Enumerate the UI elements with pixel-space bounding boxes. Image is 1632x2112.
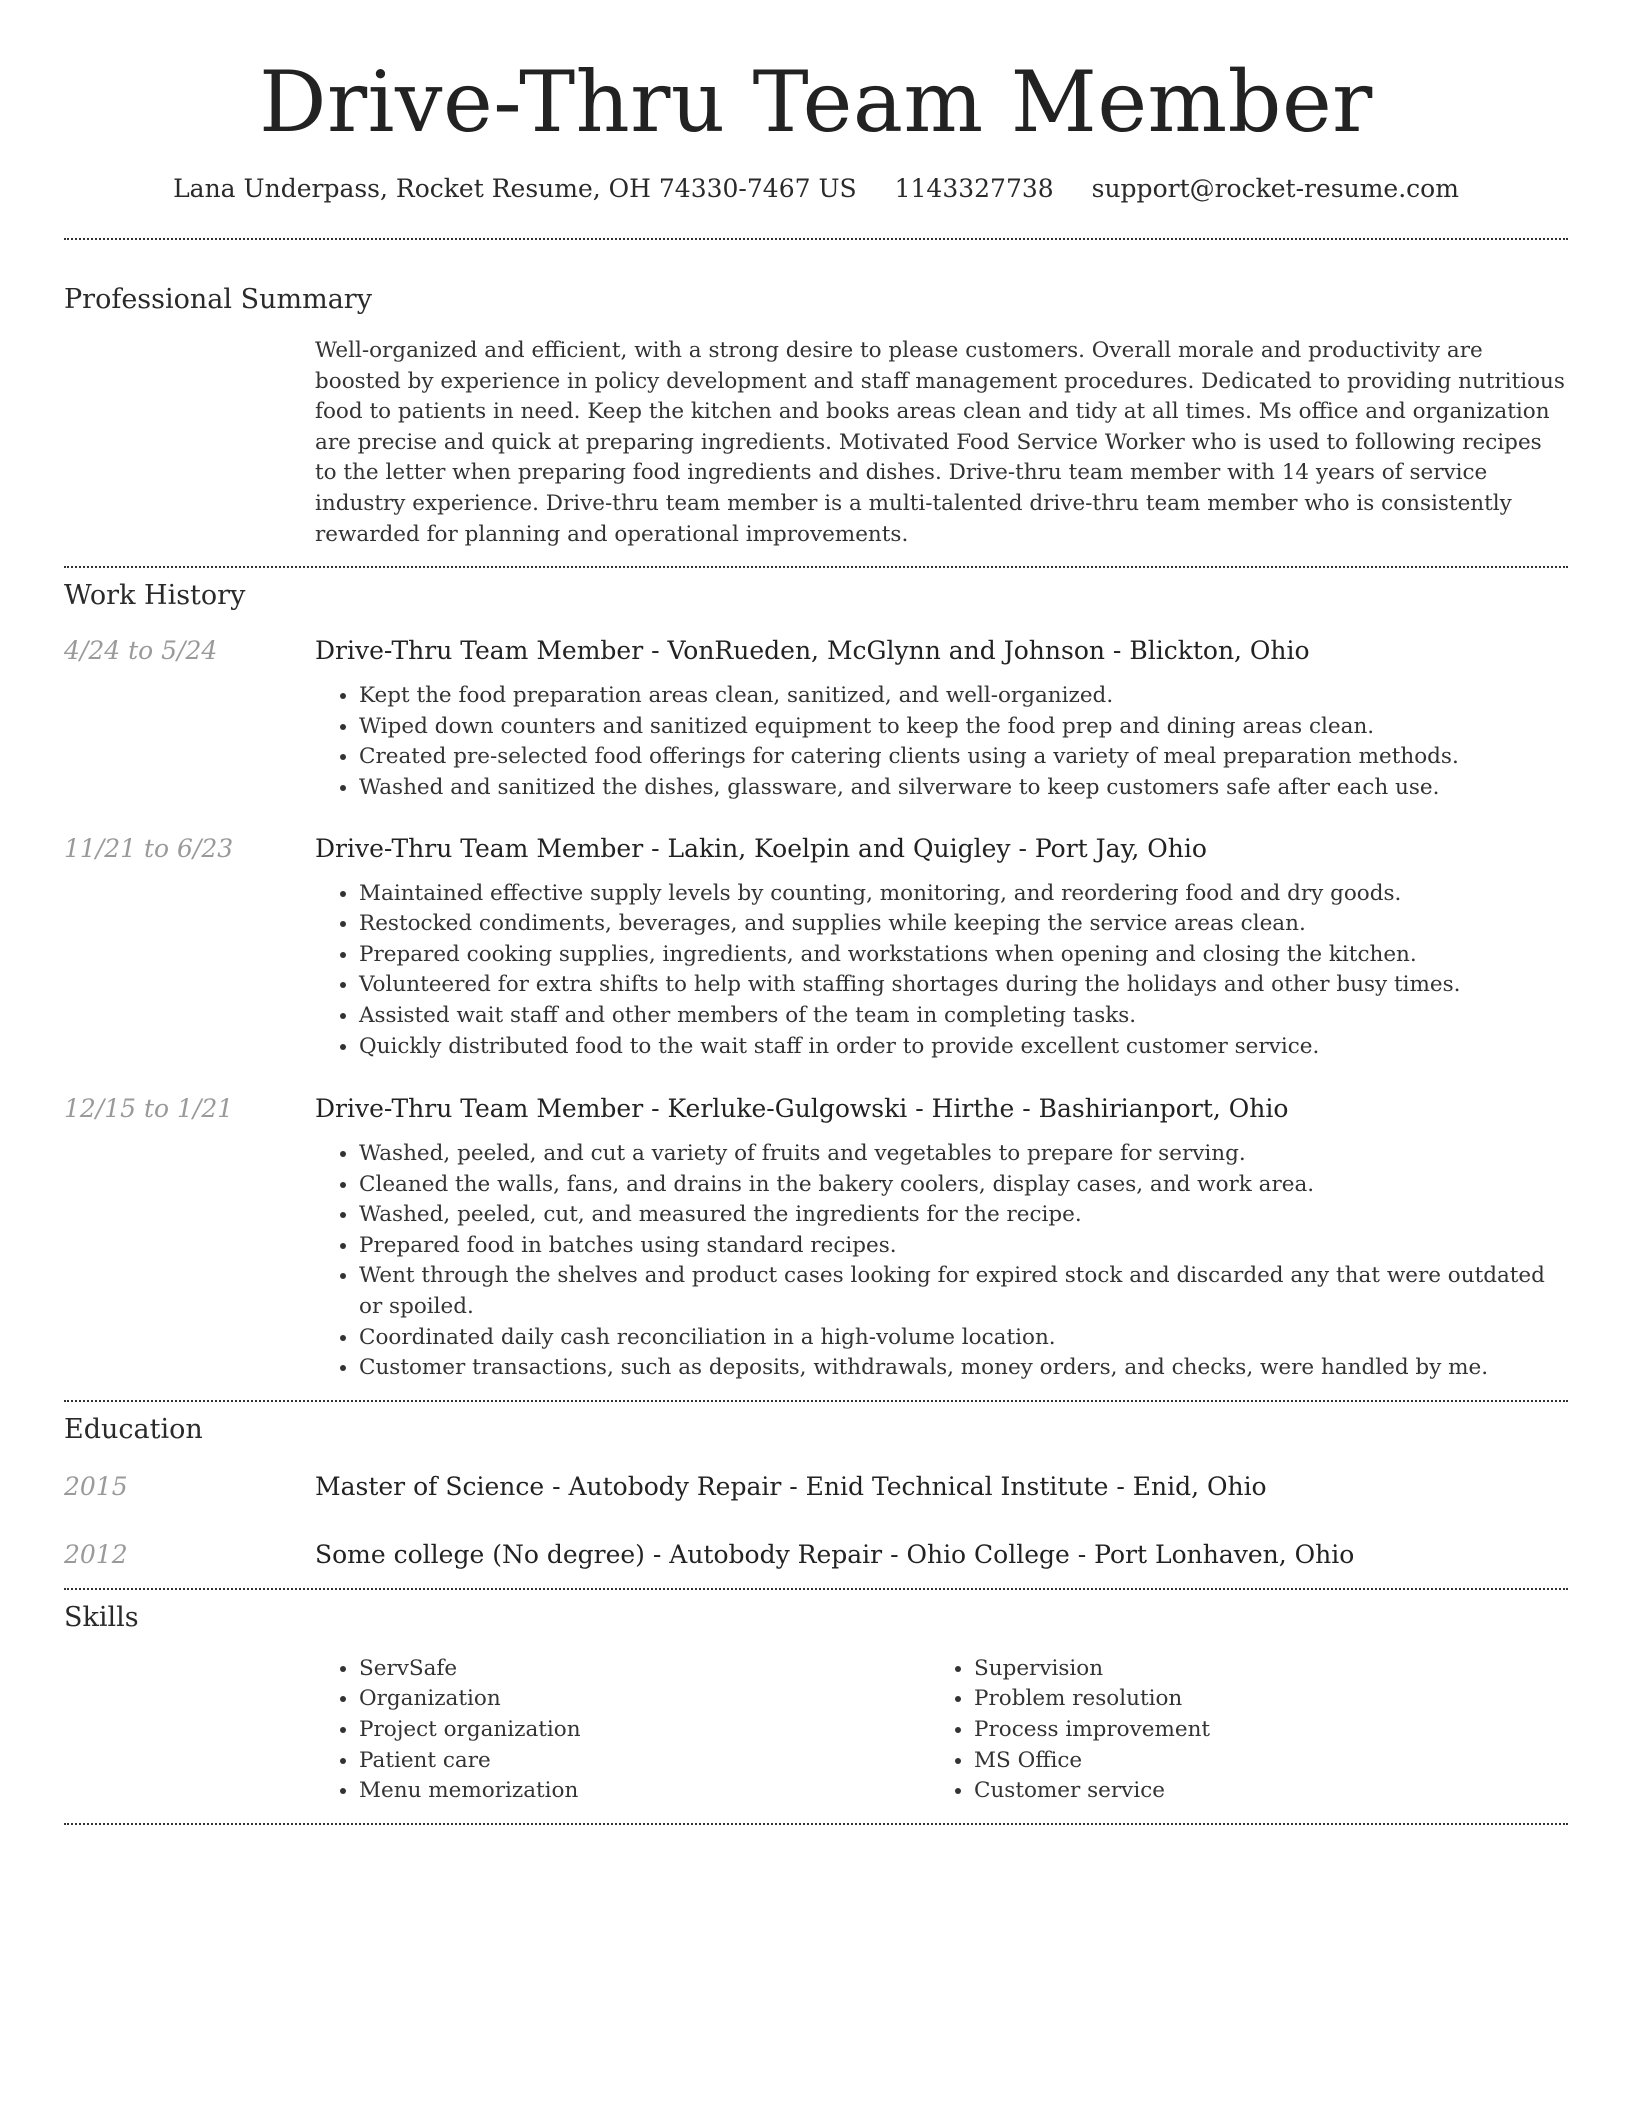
job-duties bbox=[315, 879, 1568, 1063]
job-dates: 12/15 to 1/21 bbox=[64, 1094, 234, 1124]
job-duty: • Customer transactions, such as deposits, withdrawals, money orders, and checks, were handled by me. bbox=[359, 1353, 1568, 1384]
job-duty: • Volunteered for extra shifts to help with staffing shortages during the holidays and other busy times. bbox=[359, 970, 1568, 1001]
resume-page bbox=[64, 0, 1568, 1825]
job-entry bbox=[64, 1092, 1568, 1384]
job-duty: • Prepared food in batches using standard recipes. bbox=[359, 1231, 1568, 1262]
contact-line bbox=[64, 172, 1568, 206]
education-entry bbox=[64, 1470, 1568, 1504]
divider bbox=[64, 1588, 1568, 1590]
job-duty: • Cleaned the walls, fans, and drains in the bakery coolers, display cases, and work area. bbox=[359, 1170, 1568, 1201]
resume-title: Drive-Thru Team Member bbox=[259, 53, 1373, 151]
job-duty: • Assisted wait staff and other members of the team in completing tasks. bbox=[359, 1001, 1568, 1032]
education-entry bbox=[64, 1538, 1568, 1572]
job-duty: • Created pre-selected food offerings for catering clients using a variety of meal preparation methods. bbox=[359, 742, 1568, 773]
job-duty: • Prepared cooking supplies, ingredients, and workstations when opening and closing the kitchen. bbox=[359, 940, 1568, 971]
summary-text: Well-organized and efficient, with a strong desire to please customers. Overall morale and productivity are boosted by experience in policy development and staff management procedures. Dedicated to providing nutritious food to patients in need. Keep the kitchen and books areas clean and tidy at all times. Ms office and organization are precise and quick at preparing ingredients. Motivated Food Service Worker who is used to following recipes to the letter when preparing food ingredients and dishes. Drive-thru team member with 14 years of service industry experience. Drive-thru team member is a multi-talented drive-thru team member who is consistently rewarded for planning and operational improvements. bbox=[315, 338, 1565, 547]
skill-item: • Project organization bbox=[359, 1715, 930, 1746]
job-duty: • Washed and sanitized the dishes, glassware, and silverware to keep customers safe after each use. bbox=[359, 773, 1568, 804]
divider bbox=[64, 1823, 1568, 1825]
job-dates: 4/24 to 5/24 bbox=[64, 636, 218, 666]
job-heading: Drive-Thru Team Member - Kerluke-Gulgowski - Hirthe - Bashirianport, Ohio bbox=[315, 1094, 1289, 1124]
skill-item: • Supervision bbox=[974, 1654, 1545, 1685]
contact-address: Lana Underpass, Rocket Resume, OH 74330-7467 US bbox=[173, 174, 857, 203]
job-duty: • Washed, peeled, and cut a variety of fruits and vegetables to prepare for serving. bbox=[359, 1139, 1568, 1170]
summary-heading: Professional Summary bbox=[64, 284, 372, 315]
education-heading: Education bbox=[64, 1413, 203, 1445]
skill-item: • Customer service bbox=[974, 1776, 1545, 1807]
skill-item: • Patient care bbox=[359, 1746, 930, 1777]
contact-phone: 1143327738 bbox=[894, 174, 1054, 203]
skills-heading: Skills bbox=[64, 1601, 139, 1633]
skills-column-left bbox=[315, 1654, 930, 1807]
divider bbox=[64, 566, 1568, 568]
job-duty: • Coordinated daily cash reconciliation in a high-volume location. bbox=[359, 1323, 1568, 1354]
work-history-heading: Work History bbox=[64, 580, 246, 612]
job-duty: • Wiped down counters and sanitized equipment to keep the food prep and dining areas clean. bbox=[359, 712, 1568, 743]
job-entry bbox=[64, 832, 1568, 1063]
skill-item: • Organization bbox=[359, 1684, 930, 1715]
skill-item: • MS Office bbox=[974, 1746, 1545, 1777]
skills-column-right bbox=[930, 1654, 1545, 1807]
job-duties bbox=[315, 1139, 1568, 1384]
divider bbox=[64, 1400, 1568, 1402]
job-duty: • Maintained effective supply levels by counting, monitoring, and reordering food and dry goods. bbox=[359, 879, 1568, 910]
job-entry bbox=[64, 634, 1568, 803]
job-duty: • Kept the food preparation areas clean, sanitized, and well-organized. bbox=[359, 681, 1568, 712]
divider bbox=[64, 238, 1568, 240]
education-year: 2012 bbox=[64, 1539, 128, 1569]
job-duties bbox=[315, 681, 1568, 803]
job-dates: 11/21 to 6/23 bbox=[64, 833, 234, 863]
skills-list bbox=[315, 1654, 1568, 1807]
job-heading: Drive-Thru Team Member - VonRueden, McGlynn and Johnson - Blickton, Ohio bbox=[315, 636, 1310, 666]
job-duty: • Quickly distributed food to the wait staff in order to provide excellent customer service. bbox=[359, 1032, 1568, 1063]
job-duty: • Restocked condiments, beverages, and supplies while keeping the service areas clean. bbox=[359, 909, 1568, 940]
job-duty: • Washed, peeled, cut, and measured the ingredients for the recipe. bbox=[359, 1200, 1568, 1231]
contact-email: support@rocket-resume.com bbox=[1091, 174, 1459, 203]
education-detail: Master of Science - Autobody Repair - Enid Technical Institute - Enid, Ohio bbox=[315, 1471, 1267, 1501]
job-heading: Drive-Thru Team Member - Lakin, Koelpin and Quigley - Port Jay, Ohio bbox=[315, 833, 1207, 863]
education-year: 2015 bbox=[64, 1471, 128, 1501]
education-detail: Some college (No degree) - Autobody Repair - Ohio College - Port Lonhaven, Ohio bbox=[315, 1539, 1355, 1569]
skill-item: • Process improvement bbox=[974, 1715, 1545, 1746]
skill-item: • ServSafe bbox=[359, 1654, 930, 1685]
skill-item: • Problem resolution bbox=[974, 1684, 1545, 1715]
job-duty: • Went through the shelves and product cases looking for expired stock and discarded any that were outdated or spoiled. bbox=[359, 1261, 1568, 1322]
skill-item: • Menu memorization bbox=[359, 1776, 930, 1807]
